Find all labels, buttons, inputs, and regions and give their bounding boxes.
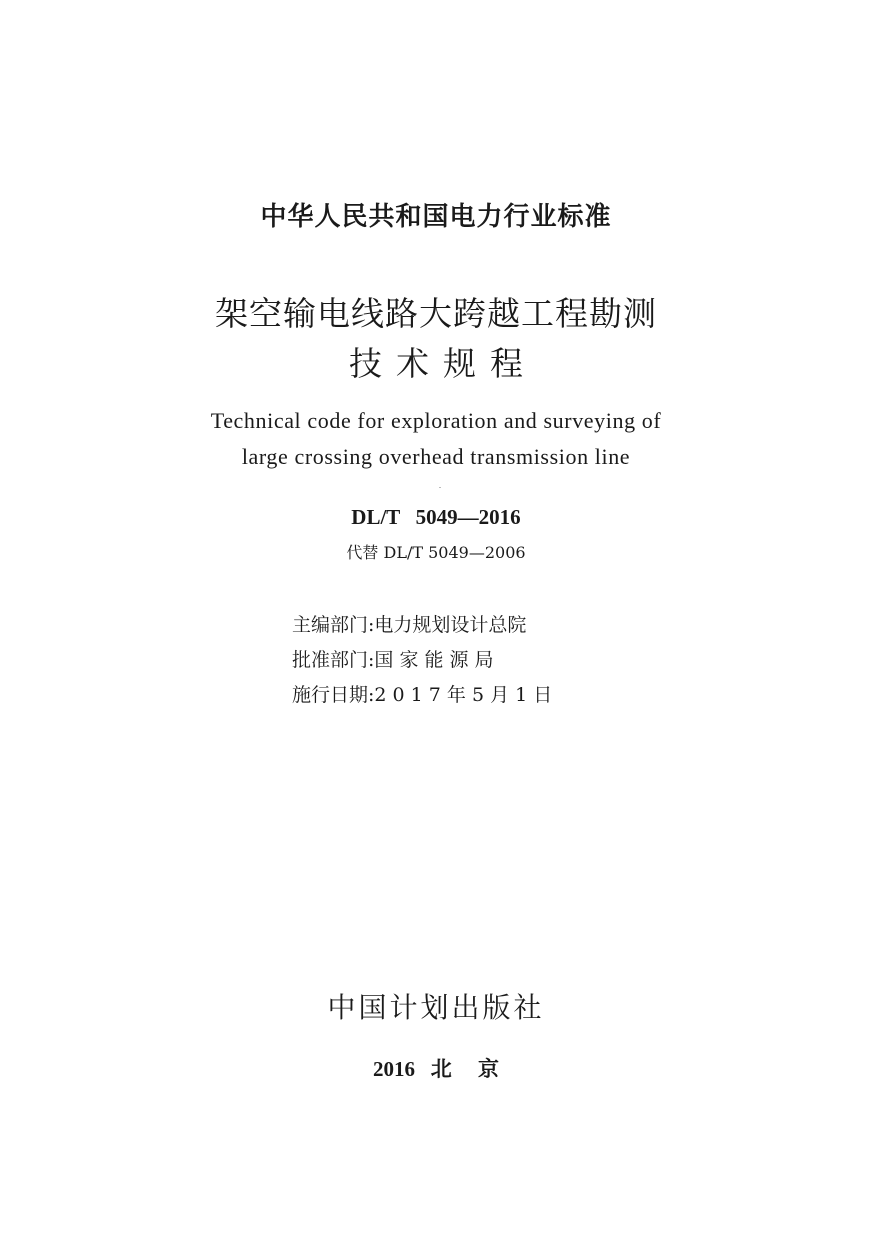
standard-category-heading: 中华人民共和国电力行业标准 — [260, 202, 612, 232]
replaces-code: 代替 DL/T 5049—2006 — [346, 543, 526, 562]
publisher-name: 中国计划出版社 — [327, 991, 545, 1024]
title-english-line-1: Technical code for exploration and surveying of — [210, 408, 662, 433]
effective-date: 施行日期:2 0 1 7 年 5 月 1 日 — [292, 684, 553, 706]
editing-department: 主编部门:电力规划设计总院 — [292, 614, 527, 636]
standard-code: DL/T 5049—2016 — [351, 505, 521, 529]
title-english-line-2: large crossing overhead transmission line — [241, 444, 631, 469]
title-chinese-line-2: 技术规程 — [349, 344, 537, 383]
publication-year-place: 2016 北 京 — [373, 1057, 499, 1081]
scan-speck — [439, 487, 441, 488]
approving-department: 批准部门:国 家 能 源 局 — [292, 649, 494, 671]
title-chinese-line-1: 架空输电线路大跨越工程勘测 — [215, 294, 657, 333]
